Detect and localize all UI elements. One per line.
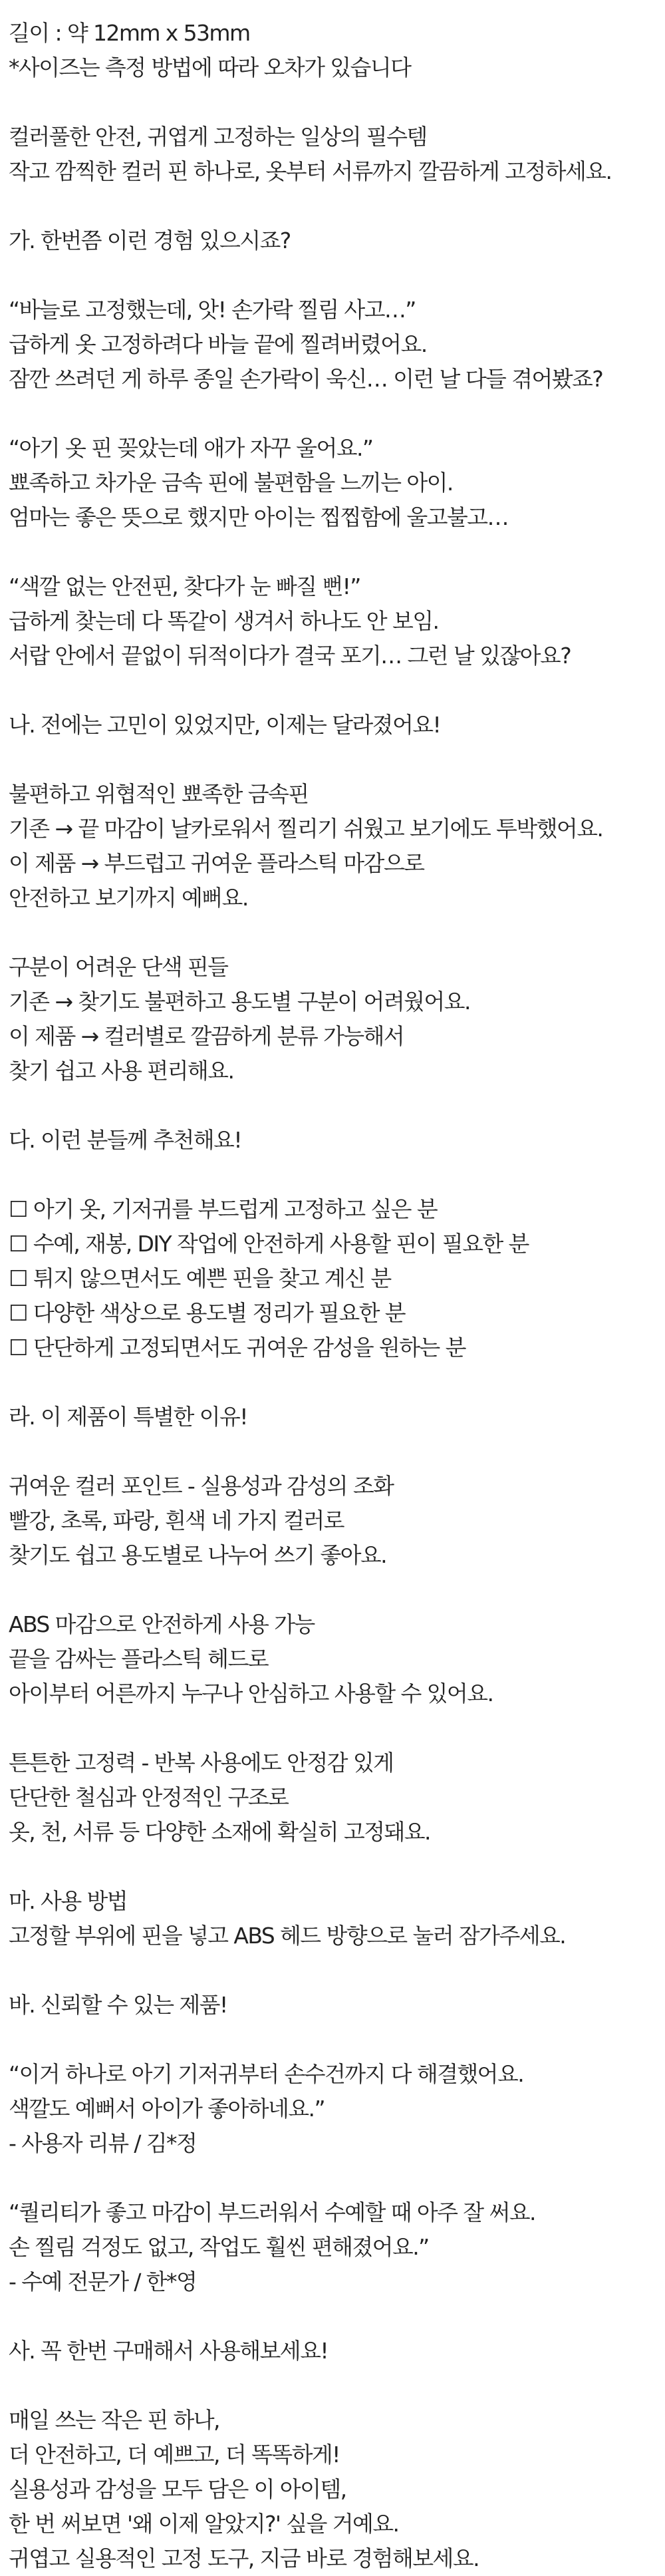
paragraph xyxy=(9,1607,665,1711)
text-line: 매일 쓰는 작은 핀 하나, xyxy=(9,2407,219,2433)
text-line: 바. 신뢰할 수 있는 제품! xyxy=(9,1992,227,2018)
text-line: 손 찔림 걱정도 없고, 작업도 훨씬 편해졌어요.” xyxy=(9,2234,429,2260)
text-line: 안전하고 보기까지 예뻐요. xyxy=(9,885,248,911)
text-line: ☐ 수예, 재봉, DIY 작업에 안전하게 사용할 핀이 필요한 분 xyxy=(9,1231,529,1257)
paragraph xyxy=(9,950,665,1088)
text-line: 아이부터 어른까지 누구나 안심하고 사용할 수 있어요. xyxy=(9,1681,493,1706)
text-line: “색깔 없는 안전핀, 찾다가 눈 빠질 뻔!” xyxy=(9,573,360,599)
text-line: ☐ 다양한 색상으로 용도별 정리가 필요한 분 xyxy=(9,1300,406,1326)
paragraph-gap xyxy=(9,915,665,950)
text-line: 라. 이 제품이 특별한 이유! xyxy=(9,1404,247,1430)
text-line: ABS 마감으로 안전하게 사용 가능 xyxy=(9,1611,315,1637)
text-line: 찾기 쉽고 사용 편리해요. xyxy=(9,1058,234,1084)
paragraph-gap xyxy=(9,1365,665,1400)
paragraph-gap xyxy=(9,258,665,293)
paragraph xyxy=(9,777,665,915)
text-line: ☐ 단단하게 고정되면서도 귀여운 감성을 원하는 분 xyxy=(9,1335,466,1361)
paragraph-gap xyxy=(9,1850,665,1884)
text-line: 튼튼한 고정력 - 반복 사용에도 안정감 있게 xyxy=(9,1750,394,1776)
text-line: 더 안전하고, 더 예쁘고, 더 똑똑하게! xyxy=(9,2442,340,2468)
paragraph-gap xyxy=(9,2368,665,2403)
paragraph xyxy=(9,224,665,258)
text-line: 귀여운 컬러 포인트 - 실용성과 감성의 조화 xyxy=(9,1473,394,1499)
paragraph xyxy=(9,2057,665,2161)
paragraph xyxy=(9,431,665,535)
text-line: 찾기도 쉽고 용도별로 나누어 쓰기 좋아요. xyxy=(9,1542,387,1568)
text-line: 나. 전에는 고민이 있었지만, 이제는 달라졌어요! xyxy=(9,712,441,738)
paragraph xyxy=(9,2403,665,2576)
text-line: - 사용자 리뷰 / 김*정 xyxy=(9,2130,197,2156)
paragraph-gap xyxy=(9,742,665,777)
paragraph-gap xyxy=(9,189,665,224)
paragraph-gap xyxy=(9,673,665,708)
paragraph-gap xyxy=(9,2299,665,2334)
text-line: 급하게 찾는데 다 똑같이 생겨서 하나도 안 보임. xyxy=(9,608,439,634)
text-line: 이 제품 → 부드럽고 귀여운 플라스틱 마감으로 xyxy=(9,850,424,876)
paragraph xyxy=(9,120,665,189)
text-line: 뾰족하고 차가운 금속 핀에 불편함을 느끼는 아이. xyxy=(9,470,453,496)
text-line: ☐ 아기 옷, 기저귀를 부드럽게 고정하고 싶은 분 xyxy=(9,1196,438,1222)
text-line: ☐ 튀지 않으면서도 예쁜 핀을 찾고 계신 분 xyxy=(9,1265,391,1291)
text-line: 다. 이런 분들께 추천해요! xyxy=(9,1127,241,1153)
text-line: *사이즈는 측정 방법에 따라 오차가 있습니다 xyxy=(9,55,411,80)
paragraph-gap xyxy=(9,1088,665,1123)
paragraph xyxy=(9,1988,665,2022)
paragraph xyxy=(9,1192,665,1365)
text-line: 색깔도 예뻐서 아이가 좋아하네요.” xyxy=(9,2096,325,2122)
paragraph xyxy=(9,1400,665,1434)
text-line: 길이 : 약 12mm x 53mm xyxy=(9,20,250,46)
text-line: “이거 하나로 아기 기저귀부터 손수건까지 다 해결했어요. xyxy=(9,2061,524,2087)
text-line: 귀엽고 실용적인 고정 도구, 지금 바로 경험해보세요. xyxy=(9,2545,479,2571)
paragraph xyxy=(9,569,665,673)
text-line: 사. 꼭 한번 구매해서 사용해보세요! xyxy=(9,2338,328,2364)
paragraph xyxy=(9,1884,665,1953)
text-line: 가. 한번쯤 이런 경험 있으시죠? xyxy=(9,228,291,253)
text-line: 한 번 써보면 '왜 이제 알았지?' 싶을 거예요. xyxy=(9,2511,399,2537)
paragraph-gap xyxy=(9,1573,665,1607)
text-line: “바늘로 고정했는데, 앗! 손가락 찔림 사고…” xyxy=(9,297,416,323)
paragraph xyxy=(9,1123,665,1158)
paragraph xyxy=(9,1746,665,1850)
text-line: 컬러풀한 안전, 귀엽게 고정하는 일상의 필수템 xyxy=(9,124,427,150)
text-line: 단단한 철심과 안정적인 구조로 xyxy=(9,1784,289,1810)
paragraph-gap xyxy=(9,1434,665,1469)
text-line: 기존 → 끝 마감이 날카로워서 찔리기 쉬웠고 보기에도 투박했어요. xyxy=(9,816,603,842)
text-line: 옷, 천, 서류 등 다양한 소재에 확실히 고정돼요. xyxy=(9,1819,430,1845)
text-line: 구분이 어려운 단색 핀들 xyxy=(9,954,228,980)
text-line: 잠깐 쓰려던 게 하루 종일 손가락이 욱신… 이런 날 다들 겪어봤죠? xyxy=(9,366,603,392)
text-line: - 수예 전문가 / 한*영 xyxy=(9,2269,197,2295)
text-line: 서랍 안에서 끝없이 뒤적이다가 결국 포기… 그런 날 있잖아요? xyxy=(9,643,571,669)
paragraph-gap xyxy=(9,2022,665,2057)
text-line: 마. 사용 방법 xyxy=(9,1888,128,1914)
text-line: 고정할 부위에 핀을 넣고 ABS 헤드 방향으로 눌러 잠가주세요. xyxy=(9,1923,566,1949)
paragraph xyxy=(9,293,665,397)
paragraph xyxy=(9,16,665,85)
paragraph-gap xyxy=(9,1711,665,1746)
text-line: 작고 깜찍한 컬러 핀 하나로, 옷부터 서류까지 깔끔하게 고정하세요. xyxy=(9,158,612,184)
paragraph xyxy=(9,1469,665,1573)
paragraph-gap xyxy=(9,1158,665,1192)
text-line: 급하게 옷 고정하려다 바늘 끝에 찔려버렸어요. xyxy=(9,331,427,357)
text-line: “아기 옷 핀 꽂았는데 애가 자꾸 울어요.” xyxy=(9,435,373,461)
paragraph xyxy=(9,2195,665,2299)
text-line: 엄마는 좋은 뜻으로 했지만 아이는 찝찝함에 울고불고… xyxy=(9,504,508,530)
text-line: 기존 → 찾기도 불편하고 용도별 구분이 어려웠어요. xyxy=(9,989,470,1015)
paragraph-gap xyxy=(9,85,665,120)
paragraph xyxy=(9,2334,665,2368)
text-line: 실용성과 감성을 모두 담은 이 아이템, xyxy=(9,2476,346,2502)
text-line: 불편하고 위협적인 뾰족한 금속핀 xyxy=(9,781,309,807)
text-line: 빨강, 초록, 파랑, 흰색 네 가지 컬러로 xyxy=(9,1508,344,1533)
paragraph-gap xyxy=(9,535,665,569)
paragraph-gap xyxy=(9,1953,665,1988)
text-line: “퀄리티가 좋고 마감이 부드러워서 수예할 때 아주 잘 써요. xyxy=(9,2199,535,2225)
paragraph-gap xyxy=(9,397,665,431)
text-line: 이 제품 → 컬러별로 깔끔하게 분류 가능해서 xyxy=(9,1023,404,1049)
paragraph-gap xyxy=(9,2161,665,2195)
text-line: 끝을 감싸는 플라스틱 헤드로 xyxy=(9,1646,269,1672)
paragraph xyxy=(9,708,665,742)
